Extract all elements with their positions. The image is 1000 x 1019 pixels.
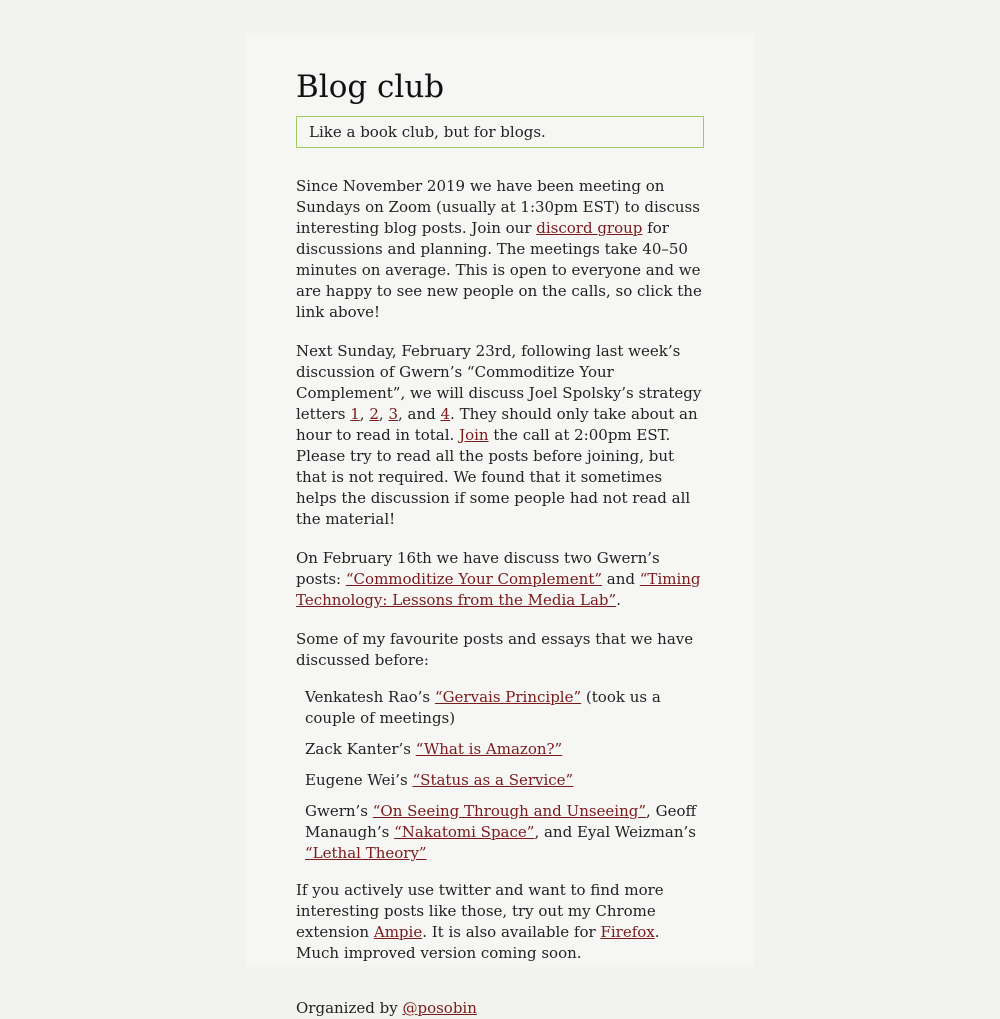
- list-item: [305, 687, 704, 729]
- next-meeting-paragraph: [296, 341, 704, 530]
- favourites-intro: Some of my favourite posts and essays that we have discussed before:: [296, 630, 694, 669]
- previous-meeting-paragraph: [296, 548, 704, 611]
- ampie-link[interactable]: Ampie: [373, 923, 423, 941]
- list-item: [305, 801, 704, 864]
- item-text: , Geoff Manaugh’s: [305, 802, 697, 841]
- separator: , and: [397, 405, 441, 423]
- item-author: Zack Kanter’s: [305, 740, 416, 758]
- main-card: [246, 33, 754, 1017]
- extension-text-1: If you actively use twitter and want to find more interesting posts like those, try out my Chrome extension: [296, 881, 664, 941]
- posobin-link[interactable]: @posobin: [402, 999, 477, 1017]
- previous-text-1: On February 16th we have discuss two Gwern’s posts:: [296, 549, 660, 588]
- item-text: , and Eyal Weizman’s: [534, 823, 696, 841]
- footer-text: Organized by: [296, 999, 403, 1017]
- list-item: [305, 739, 704, 760]
- extension-text-3: . Much improved version coming soon.: [296, 923, 660, 962]
- extension-paragraph: [296, 880, 704, 964]
- seeing-through-unseeing-link[interactable]: “On Seeing Through and Unseeing”: [372, 802, 647, 820]
- intro-text-1: Since November 2019 we have been meeting on Sundays on Zoom (usually at 1:30pm EST) to discuss interesting blog posts. Join our: [296, 177, 700, 237]
- content: [296, 176, 704, 1019]
- strategy-letter-2-link[interactable]: 2: [369, 405, 379, 423]
- join-call-link[interactable]: Join: [459, 426, 489, 444]
- previous-text-3: .: [616, 591, 621, 609]
- intro-paragraph: [296, 176, 704, 323]
- favourites-list: [296, 687, 704, 864]
- separator: ,: [378, 405, 389, 423]
- discord-group-link[interactable]: discord group: [536, 219, 643, 237]
- next-text-2: . They should only take about an hour to read in total.: [296, 405, 698, 444]
- item-note: (took us a couple of meetings): [305, 688, 661, 727]
- nakatomi-space-link[interactable]: “Nakatomi Space”: [394, 823, 535, 841]
- intro-text-2: for discussions and planning. The meetings take 40–50 minutes on average. This is open to everyone and we are happy to see new people on the calls, so click the link above!: [296, 219, 702, 321]
- commoditize-complement-link[interactable]: “Commoditize Your Complement”: [345, 570, 603, 588]
- strategy-letter-3-link[interactable]: 3: [388, 405, 398, 423]
- item-author: Eugene Wei’s: [305, 771, 413, 789]
- footer-organizer: [296, 998, 704, 1019]
- page-title: Blog club: [296, 69, 445, 105]
- tagline-box: Like a book club, but for blogs.: [296, 116, 704, 148]
- lethal-theory-link[interactable]: “Lethal Theory”: [305, 844, 427, 862]
- firefox-link[interactable]: Firefox: [600, 923, 655, 941]
- what-is-amazon-link[interactable]: “What is Amazon?”: [415, 740, 563, 758]
- previous-text-2: and: [602, 570, 640, 588]
- timing-technology-link[interactable]: “Timing Technology: Lessons from the Media Lab”: [296, 570, 701, 609]
- strategy-letter-1-link[interactable]: 1: [350, 405, 360, 423]
- extension-text-2: . It is also available for: [422, 923, 601, 941]
- status-as-a-service-link[interactable]: “Status as a Service”: [412, 771, 574, 789]
- item-author: Gwern’s: [305, 802, 373, 820]
- item-author: Venkatesh Rao’s: [305, 688, 435, 706]
- list-item: [305, 770, 704, 791]
- next-text-1: Next Sunday, February 23rd, following last week’s discussion of Gwern’s “Commoditize Your Complement”, we will discuss Joel Spolsky’s strategy letters: [296, 342, 702, 423]
- separator: ,: [359, 405, 370, 423]
- next-text-3: the call at 2:00pm EST. Please try to read all the posts before joining, but that is not required. We found that it sometimes helps the discussion if some people had not read all the material!: [296, 426, 691, 528]
- strategy-letter-4-link[interactable]: 4: [440, 405, 451, 423]
- gervais-principle-link[interactable]: “Gervais Principle”: [434, 688, 582, 706]
